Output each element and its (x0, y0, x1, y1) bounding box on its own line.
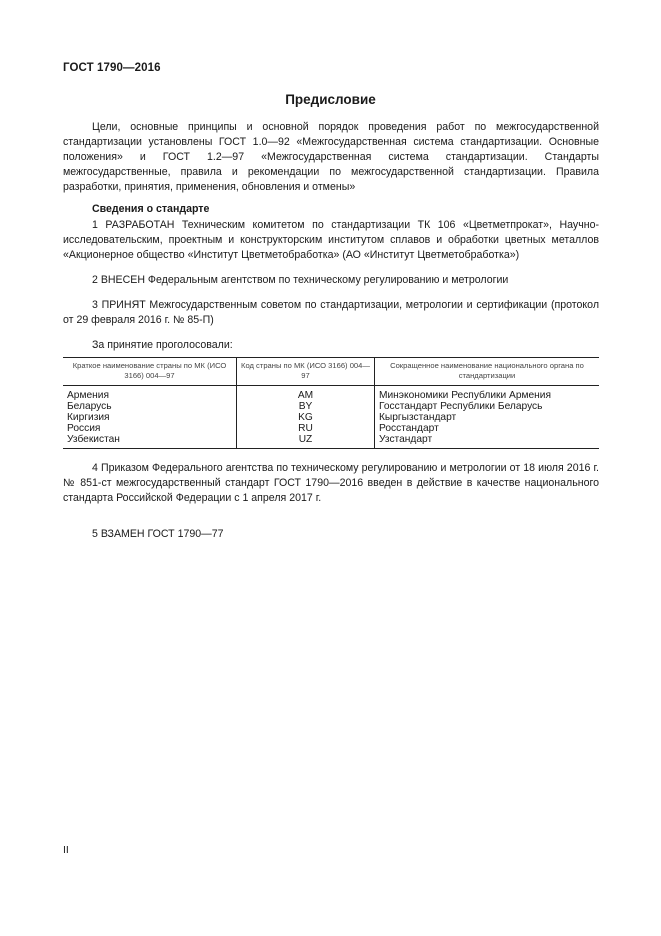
country-code: BY (237, 401, 375, 412)
document-body (63, 120, 599, 542)
page-title: Предисловие (285, 92, 376, 107)
standards-body: Росстандарт (375, 423, 600, 434)
country-name: Беларусь (67, 401, 112, 413)
item-introduced: 2 ВНЕСЕН Федеральным агентством по техническому регулированию и метрологии (92, 273, 509, 286)
table-header-row (63, 358, 599, 386)
voted-label: За принятие проголосовали: (92, 339, 233, 352)
table-row (63, 401, 599, 412)
table-row (63, 386, 599, 402)
standards-body: Минэкономики Республики Армения (375, 386, 600, 402)
table-row (63, 423, 599, 434)
document-id-header: ГОСТ 1790—2016 (63, 62, 161, 74)
country-name: Россия (67, 423, 101, 435)
intro-paragraph: Цели, основные принципы и основной порядок проведения работ по межгосударственной стандартизации установлены ГОСТ 1.0—92 «Межгосударственная система стандартизации. Основные положения» и ГОСТ 1.2—97 «Межгосударственная система стандартизации. Стандарты межгосударственные, правила и рекомендации по межгосударственной стандартизации. Правила разработки, принятия, применения, обновления и отмены» (63, 121, 599, 194)
country-code: RU (237, 423, 375, 434)
item-order: 4 Приказом Федерального агентства по техническому регулированию и метрологии от 18 июля 2016 г. № 851-ст межгосударственный стандарт ГОСТ 1790—2016 введен в действие в качестве национального стандарта Российской Федерации с 1 апреля 2017 г. (63, 462, 599, 505)
standards-body: Узстандарт (375, 434, 600, 449)
country-name: Киргизия (67, 412, 110, 424)
item-developed: 1 РАЗРАБОТАН Техническим комитетом по стандартизации ТК 106 «Цветметпрокат», Научно-исследовательским, проектным и конструкторским институтом сплавов и обработки цветных металлов «Акционерное общество «Институт Цветметобработка» (АО «Институт Цветметобработка») (63, 218, 599, 261)
country-code: KG (237, 412, 375, 423)
column-header-code: Код страны по МК (ИСО 3166) 004—97 (237, 358, 375, 386)
country-code: AM (237, 386, 375, 402)
standards-body: Госстандарт Республики Беларусь (375, 401, 600, 412)
column-header-authority: Сокращенное наименование национального органа по стандартизации (375, 358, 600, 386)
country-name: Армения (67, 390, 109, 402)
country-code: UZ (237, 434, 375, 449)
item-adopted: 3 ПРИНЯТ Межгосударственным советом по стандартизации, метрологии и сертификации (протокол от 29 февраля 2016 г. № 85-П) (63, 298, 599, 327)
section-heading: Сведения о стандарте (92, 203, 210, 216)
country-name: Узбекистан (63, 434, 237, 449)
page-number: II (63, 844, 69, 856)
table-row (63, 412, 599, 423)
column-header-country: Краткое наименование страны по МК (ИСО 3166) 004—97 (63, 358, 237, 386)
standards-body: Кыргызстандарт (375, 412, 600, 423)
countries-table (63, 357, 599, 449)
table-row (63, 434, 599, 449)
item-replaces: 5 ВЗАМЕН ГОСТ 1790—77 (92, 527, 224, 540)
